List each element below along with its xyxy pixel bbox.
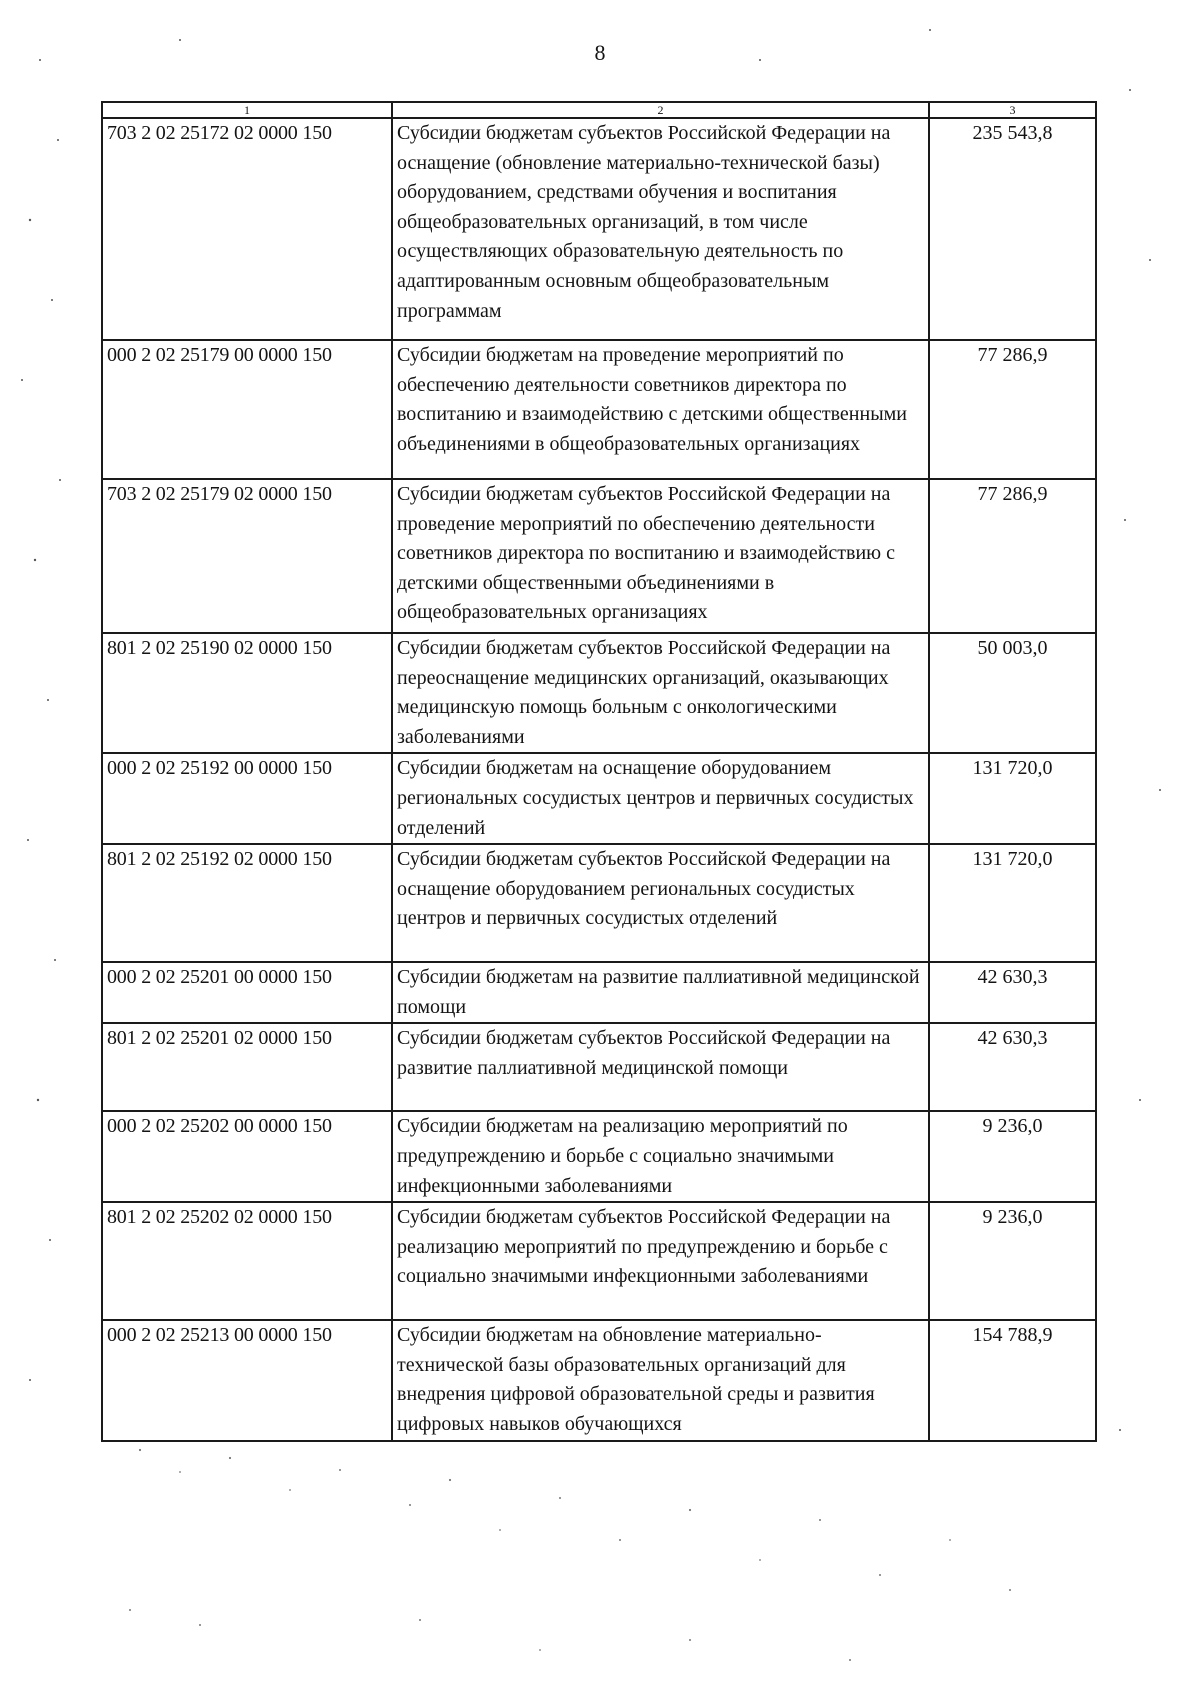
- table-row: [102, 1023, 1096, 1111]
- table-row: [102, 1202, 1096, 1320]
- table-row: [102, 479, 1096, 633]
- amount: 131 720,0: [929, 844, 1096, 962]
- budget-code: 703 2 02 25179 02 0000 150: [102, 479, 392, 633]
- revenue-name: Субсидии бюджетам субъектов Российской Федерации на переоснащение медицинских организаций, оказывающих медицинскую помощь больным с онкологическими заболеваниями: [392, 633, 929, 753]
- revenue-name: Субсидии бюджетам на оснащение оборудованием региональных сосудистых центров и первичных сосудистых отделений: [392, 753, 929, 844]
- amount: 131 720,0: [929, 753, 1096, 844]
- budget-code: 000 2 02 25202 00 0000 150: [102, 1111, 392, 1202]
- amount: 154 788,9: [929, 1320, 1096, 1440]
- amount: 42 630,3: [929, 962, 1096, 1023]
- column-header-code: 1: [102, 102, 392, 118]
- column-header-name: 2: [392, 102, 929, 118]
- table-row: [102, 962, 1096, 1023]
- table-row: [102, 118, 1096, 340]
- table-row: [102, 1320, 1096, 1440]
- revenue-name: Субсидии бюджетам на проведение мероприятий по обеспечению деятельности советников директора по воспитанию и взаимодействию с детскими общественными объединениями в общеобразовательных организациях: [392, 340, 929, 479]
- budget-code: 801 2 02 25190 02 0000 150: [102, 633, 392, 753]
- budget-revenue-table: [101, 101, 1097, 1442]
- budget-code: 000 2 02 25201 00 0000 150: [102, 962, 392, 1023]
- table-row: [102, 340, 1096, 479]
- amount: 50 003,0: [929, 633, 1096, 753]
- table-row: [102, 753, 1096, 844]
- table-header-row: [102, 102, 1096, 118]
- revenue-name: Субсидии бюджетам субъектов Российской Федерации на оснащение оборудованием региональных сосудистых центров и первичных сосудистых отделений: [392, 844, 929, 962]
- column-header-sum: 3: [929, 102, 1096, 118]
- amount: 235 543,8: [929, 118, 1096, 340]
- revenue-name: Субсидии бюджетам субъектов Российской Федерации на развитие паллиативной медицинской помощи: [392, 1023, 929, 1111]
- revenue-name: Субсидии бюджетам субъектов Российской Федерации на оснащение (обновление материально-технической базы) оборудованием, средствами обучения и воспитания общеобразовательных организаций, в том числе осуществляющих образовательную деятельность по адаптированным основным общеобразовательным программам: [392, 118, 929, 340]
- budget-code: 801 2 02 25202 02 0000 150: [102, 1202, 392, 1320]
- table-row: [102, 1111, 1096, 1202]
- page-number: 8: [594, 40, 606, 65]
- table-row: [102, 844, 1096, 962]
- amount: 77 286,9: [929, 340, 1096, 479]
- amount: 77 286,9: [929, 479, 1096, 633]
- amount: 9 236,0: [929, 1111, 1096, 1202]
- revenue-name: Субсидии бюджетам субъектов Российской Федерации на проведение мероприятий по обеспечению деятельности советников директора по воспитанию и взаимодействию с детскими общественными объединениями в общеобразовательных организациях: [392, 479, 929, 633]
- budget-code: 000 2 02 25213 00 0000 150: [102, 1320, 392, 1440]
- budget-code: 000 2 02 25179 00 0000 150: [102, 340, 392, 479]
- amount: 42 630,3: [929, 1023, 1096, 1111]
- revenue-name: Субсидии бюджетам субъектов Российской Федерации на реализацию мероприятий по предупреждению и борьбе с социально значимыми инфекционными заболеваниями: [392, 1202, 929, 1320]
- budget-code: 000 2 02 25192 00 0000 150: [102, 753, 392, 844]
- budget-code: 801 2 02 25192 02 0000 150: [102, 844, 392, 962]
- revenue-name: Субсидии бюджетам на реализацию мероприятий по предупреждению и борьбе с социально значимыми инфекционными заболеваниями: [392, 1111, 929, 1202]
- amount: 9 236,0: [929, 1202, 1096, 1320]
- table-row: [102, 633, 1096, 753]
- revenue-name: Субсидии бюджетам на обновление материально-технической базы образовательных организаций для внедрения цифровой образовательной среды и развития цифровых навыков обучающихся: [392, 1320, 929, 1440]
- revenue-name: Субсидии бюджетам на развитие паллиативной медицинской помощи: [392, 962, 929, 1023]
- budget-code: 801 2 02 25201 02 0000 150: [102, 1023, 392, 1111]
- budget-code: 703 2 02 25172 02 0000 150: [102, 118, 392, 340]
